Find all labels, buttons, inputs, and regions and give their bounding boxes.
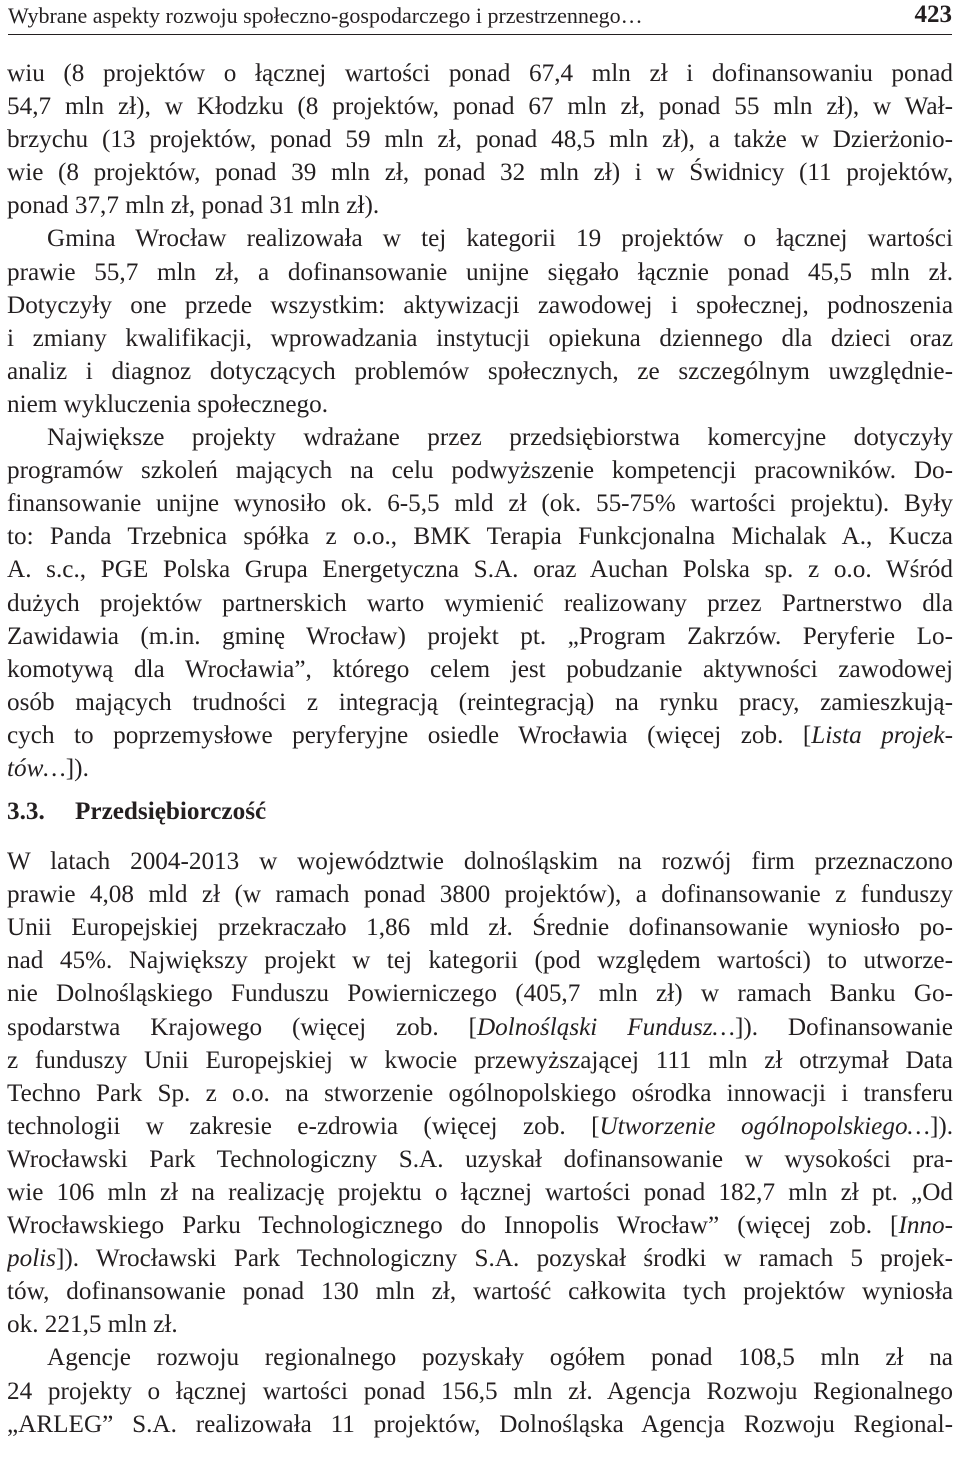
text-line — [7, 719, 953, 752]
text-line: „ARLEG” S.A. realizowała 11 projektów, Dolnośląska Agencja Rozwoju Regional- — [7, 1410, 953, 1438]
text-line: ponad 37,7 mln zł, ponad 31 mln zł). — [7, 192, 380, 220]
text-line: wiu (8 projektów o łącznej wartości ponad 67,4 mln zł i dofinansowaniu ponad — [7, 60, 953, 87]
text-line: Największe projekty wdrażane przez przedsiębiorstwa komercyjne dotyczyły — [47, 424, 953, 452]
cross-reference: Lista projek- — [811, 721, 953, 749]
cross-reference: tów… — [7, 754, 66, 782]
text-line: Zawidawia (m.in. gminę Wrocław) projekt pt. „Program Zakrzów. Peryferie Lo- — [7, 622, 953, 650]
text-line: W latach 2004-2013 w województwie dolnośląskim na rozwój firm przeznaczono — [7, 848, 953, 876]
page-number: 423 — [914, 1, 952, 28]
text-line: niem wykluczenia społecznego. — [7, 390, 329, 418]
text-line: brzychu (13 projektów, ponad 59 mln zł, ponad 48,5 mln zł), a także w Dzierżonio- — [7, 126, 953, 154]
text-line: komotywą dla Wrocławia”, którego celem jest pobudzanie aktywności zawodowej — [7, 655, 953, 683]
text-line — [7, 752, 953, 785]
text-line — [7, 1011, 953, 1044]
section-title: Przedsiębiorczość — [75, 798, 267, 826]
text-line: analiz i diagnoz dotyczących problemów społecznych, ze szczególnym uwzględnie- — [7, 357, 953, 385]
body-text — [7, 57, 953, 1441]
text-line: Gmina Wrocław realizowała w tej kategorii 19 projektów o łącznej wartości — [47, 225, 953, 253]
text-segment: ]). Dofinansowanie — [734, 1013, 953, 1041]
text-segment: ]). Wrocławski Park Technologiczny S.A. pozyskał środki w ramach 5 projek- — [56, 1245, 953, 1273]
text-line: Techno Park Sp. z o.o. na stworzenie ogólnopolskiego ośrodka innowacji i transferu — [7, 1079, 953, 1107]
cross-reference: Inno- — [898, 1212, 953, 1240]
text-line: 24 projekty o łącznej wartości ponad 156,5 mln zł. Agencja Rozwoju Regionalnego — [7, 1377, 953, 1405]
text-segment: cych to poprzemysłowe peryferyjne osiedle Wrocławia (więcej zob. [ — [7, 721, 812, 749]
running-head-title: Wybrane aspekty rozwoju społeczno-gospodarczego i przestrzennego… — [8, 3, 643, 28]
running-header — [8, 0, 952, 35]
section-heading — [7, 795, 953, 828]
text-line: wie (8 projektów, ponad 39 mln zł, ponad 32 mln zł) i w Świdnicy (11 projektów, — [7, 159, 953, 187]
text-line: to: Panda Trzebnica spółka z o.o., BMK Terapia Funkcjonalna Michalak A., Kucza — [7, 523, 953, 551]
text-line: z funduszy Unii Europejskiej w kwocie przewyższającej 111 mln zł otrzymał Data — [7, 1046, 953, 1074]
cross-reference: Utworzenie ogólnopolskiego… — [599, 1112, 930, 1140]
text-line: wie 106 mln zł na realizację projektu o łącznej wartości ponad 182,7 mln zł pt. „Od — [7, 1179, 953, 1206]
text-line: Wrocławski Park Technologiczny S.A. uzyskał dofinansowanie w wysokości pra- — [7, 1145, 953, 1173]
text-line: i zmiany kwalifikacji, wprowadzania instytucji opiekuna dziennego dla dzieci oraz — [7, 324, 953, 352]
text-line: Unii Europejskiej przekraczało 1,86 mld zł. Średnie dofinansowanie wyniosło po- — [7, 914, 953, 942]
text-line — [7, 1209, 953, 1242]
section-number: 3.3. — [7, 798, 45, 826]
text-line: dużych projektów partnerskich warto wymienić realizowany przez Partnerstwo dla — [7, 589, 953, 617]
text-line: nad 45%. Największy projekt w tej kategorii (pod względem wartości) to utworze- — [7, 947, 953, 975]
text-line — [7, 1242, 953, 1275]
text-line: programów szkoleń mających na celu podwyższenie kompetencji pracowników. Do- — [7, 457, 953, 485]
text-line: 54,7 mln zł), w Kłodzku (8 projektów, ponad 67 mln zł, ponad 55 mln zł), w Wał- — [7, 93, 953, 121]
text-segment: spodarstwa Krajowego (więcej zob. [ — [7, 1013, 477, 1041]
text-line: prawie 55,7 mln zł, a dofinansowanie unijne sięgało łącznie ponad 45,5 mln zł. — [7, 258, 953, 286]
text-line: ok. 221,5 mln zł. — [7, 1311, 178, 1339]
text-line: finansowanie unijne wynosiło ok. 6-5,5 mld zł (ok. 55-75% wartości projektu). Były — [7, 490, 953, 518]
text-line: Agencje rozwoju regionalnego pozyskały ogółem ponad 108,5 mln zł na — [47, 1344, 953, 1372]
text-line — [7, 1110, 953, 1143]
text-line: tów, dofinansowanie ponad 130 mln zł, wartość całkowita tych projektów wyniosła — [7, 1278, 953, 1306]
text-line: Dotyczyły one przede wszystkim: aktywizacji zawodowej i społecznej, podnoszenia — [7, 291, 953, 319]
text-segment: ]). — [65, 754, 89, 782]
cross-reference: polis — [7, 1245, 56, 1273]
cross-reference: Dolnośląski Fundusz… — [476, 1013, 735, 1041]
text-segment: Wrocławskiego Parku Technologicznego do Innopolis Wrocław” (więcej zob. [ — [7, 1212, 899, 1240]
text-line: nie Dolnośląskiego Funduszu Powierniczego (405,7 mln zł) w ramach Banku Go- — [7, 980, 953, 1008]
text-segment: ]). — [929, 1112, 953, 1140]
text-line: osób mających trudności z integracją (reintegracją) na rynku pracy, zamieszkują- — [7, 688, 953, 716]
text-line: prawie 4,08 mld zł (w ramach ponad 3800 projektów), a dofinansowanie z funduszy — [7, 881, 953, 909]
text-segment: technologii w zakresie e-zdrowia (więcej zob. [ — [7, 1112, 600, 1140]
text-line: A. s.c., PGE Polska Grupa Energetyczna S.A. oraz Auchan Polska sp. z o.o. Wśród — [7, 556, 953, 584]
